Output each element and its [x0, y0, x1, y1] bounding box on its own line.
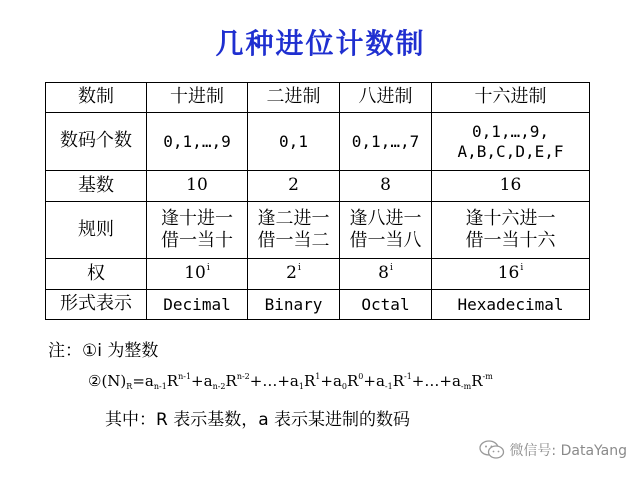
- table-cell: 10: [147, 171, 248, 202]
- formula-op: +…+: [411, 372, 452, 390]
- formula-base: R: [166, 372, 179, 390]
- weight-base: 8: [378, 263, 389, 284]
- table-cell: [340, 259, 432, 290]
- formula-sub: -m: [460, 382, 472, 391]
- table-cell: [432, 259, 590, 290]
- row-label: 权: [46, 259, 147, 290]
- formula-sub: 0: [341, 382, 347, 391]
- cell-line: 逢二进一: [257, 207, 330, 229]
- page-title: 几种进位计数制: [215, 27, 426, 60]
- table-cell: Hexadecimal: [432, 290, 590, 320]
- formula-sup: n-1: [178, 372, 192, 381]
- header-cell: 八进制: [340, 83, 432, 113]
- weight-base: 2: [286, 263, 297, 284]
- formula-coef: a: [144, 372, 154, 390]
- table-cell: 8: [340, 171, 432, 202]
- weight-base: 16: [497, 263, 520, 284]
- table-header-row: [46, 83, 590, 113]
- cell-line: 逢十进一: [161, 207, 233, 229]
- weight-exponent: i: [389, 263, 393, 274]
- table-cell: [340, 202, 432, 259]
- weight-exponent: i: [520, 263, 524, 274]
- cell-line: A,B,C,D,E,F: [457, 141, 564, 161]
- formula-coef: a: [332, 372, 342, 390]
- table-cell: 16: [432, 171, 590, 202]
- formula-sup: -1: [404, 372, 412, 381]
- table-cell: Binary: [248, 290, 340, 320]
- table-cell: Octal: [340, 290, 432, 320]
- weight-exponent: i: [206, 263, 210, 274]
- formula-eq: =: [132, 372, 145, 390]
- formula-sup: 1: [315, 372, 321, 381]
- table-cell: [147, 202, 248, 259]
- table-cell: 0,1,…,7: [340, 113, 432, 171]
- cell-line: 0,1,…,9,: [471, 121, 550, 141]
- positional-formula: [88, 372, 493, 391]
- cell-line: 逢十六进一: [465, 207, 556, 229]
- wechat-icon: [479, 440, 505, 460]
- formula-op: +…+: [249, 372, 290, 390]
- note-integer: 注：①i 为整数: [48, 341, 159, 361]
- formula-coef: a: [375, 372, 385, 390]
- formula-op: +: [320, 372, 333, 390]
- table-row: [46, 171, 590, 202]
- formula-coef: a: [451, 372, 461, 390]
- table-row: [46, 113, 590, 171]
- cell-line: 逢八进一: [349, 207, 422, 229]
- number-system-table: [45, 82, 590, 320]
- table-cell: [432, 202, 590, 259]
- formula-op: +: [363, 372, 376, 390]
- weight-exponent: i: [297, 263, 301, 274]
- formula-sup: n-2: [236, 372, 250, 381]
- row-label: 基数: [46, 171, 147, 202]
- formula-sub: 1: [298, 382, 304, 391]
- table-cell: 0,1: [248, 113, 340, 171]
- table-cell: 2: [248, 171, 340, 202]
- watermark-text: 微信号: DataYang: [509, 443, 627, 459]
- formula-op: +: [191, 372, 204, 390]
- formula-sub: -1: [384, 382, 393, 391]
- cell-line: 借一当十六: [465, 230, 556, 251]
- formula-base: R: [471, 372, 483, 390]
- formula-sub: n-1: [153, 382, 167, 391]
- cell-line: 借一当八: [349, 230, 422, 251]
- table-cell: [432, 113, 590, 171]
- note-symbols: 其中：R 表示基数，a 表示某进制的数码: [105, 410, 411, 430]
- table-row: [46, 290, 590, 320]
- table-cell: [248, 259, 340, 290]
- table-row: [46, 202, 590, 259]
- header-cell: 十六进制: [432, 83, 590, 113]
- row-label: 形式表示: [46, 290, 147, 320]
- header-cell: 二进制: [248, 83, 340, 113]
- cell-line: 借一当二: [257, 230, 330, 251]
- table-row: [46, 259, 590, 290]
- formula-prefix: ②(N): [88, 372, 127, 390]
- watermark: [479, 440, 627, 460]
- table-cell: [147, 259, 248, 290]
- formula-base: R: [346, 372, 359, 390]
- formula-base: R: [225, 372, 237, 390]
- row-label: 规则: [46, 202, 147, 259]
- table-cell: Decimal: [147, 290, 248, 320]
- formula-sub: n-2: [212, 382, 226, 391]
- table-cell: 0,1,…,9: [147, 113, 248, 171]
- weight-base: 10: [184, 263, 206, 284]
- row-label: 数码个数: [46, 113, 147, 171]
- formula-sub: R: [126, 382, 133, 391]
- header-cell: 数制: [46, 83, 147, 113]
- formula-base: R: [303, 372, 316, 390]
- formula-sup: 0: [358, 372, 364, 381]
- formula-base: R: [392, 372, 404, 390]
- formula-sup: -m: [482, 372, 493, 381]
- formula-coef: a: [289, 372, 299, 390]
- formula-coef: a: [203, 372, 213, 390]
- header-cell: 十进制: [147, 83, 248, 113]
- table-cell: [248, 202, 340, 259]
- cell-line: 借一当十: [161, 230, 233, 251]
